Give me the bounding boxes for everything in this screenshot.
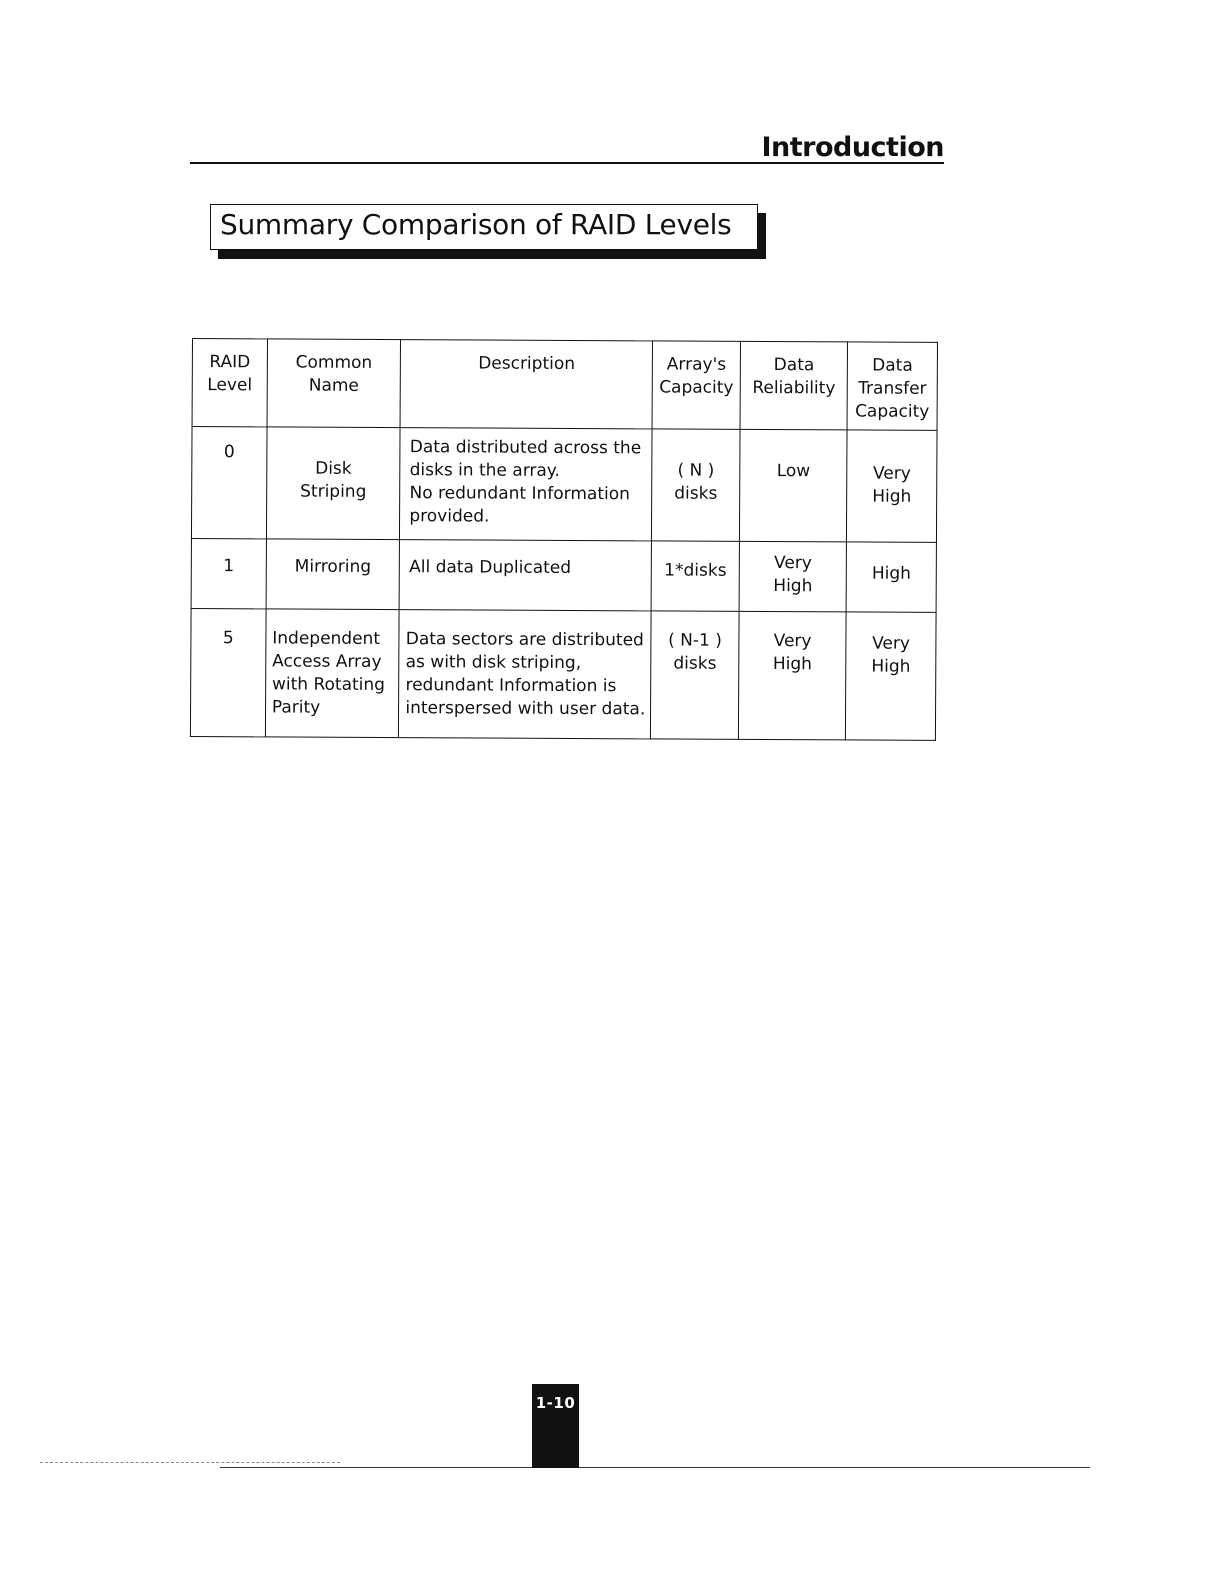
column-header-raid-level: RAID Level <box>192 339 267 427</box>
column-header-common-name: Common Name <box>267 339 401 428</box>
cell-data-transfer: High <box>846 542 936 612</box>
table-row <box>190 608 936 740</box>
cell-raid-level: 5 <box>190 608 266 736</box>
table-row <box>191 538 936 612</box>
cell-data-reliability: Very High <box>739 541 847 612</box>
cell-data-reliability: Very High <box>738 611 846 740</box>
column-header-arrays-capacity: Array's Capacity <box>652 341 740 429</box>
footer-rule <box>220 1467 1090 1468</box>
column-header-data-reliability: Data Reliability <box>740 341 848 430</box>
page-title: Summary Comparison of RAID Levels <box>210 204 758 250</box>
page-number-tab: 1-10 <box>532 1384 579 1468</box>
cell-arrays-capacity: 1*disks <box>651 541 739 611</box>
cell-data-transfer: Very High <box>847 430 937 542</box>
section-header: Introduction <box>761 132 944 163</box>
cell-data-reliability: Low <box>739 429 847 542</box>
table-row <box>191 427 937 543</box>
cell-raid-level: 0 <box>191 427 266 539</box>
cell-description: All data Duplicated <box>399 540 651 611</box>
cell-description: Data distributed across the disks in the array. No redundant Information provided. <box>400 428 652 541</box>
cell-common-name: Disk Striping <box>266 427 400 540</box>
cell-data-transfer: Very High <box>846 612 936 740</box>
cell-common-name: Mirroring <box>266 539 400 610</box>
column-header-data-transfer-capacity: Data Transfer Capacity <box>847 342 937 430</box>
column-header-description: Description <box>400 340 652 429</box>
footer-dashed-rule <box>40 1462 340 1463</box>
cell-arrays-capacity: ( N ) disks <box>652 429 740 541</box>
cell-description: Data sectors are distributed as with disk striping, redundant Information is interspersed with user data. <box>399 610 652 739</box>
cell-common-name: Independent Access Array with Rotating Parity <box>265 609 399 738</box>
cell-arrays-capacity: ( N-1 ) disks <box>651 611 740 739</box>
cell-raid-level: 1 <box>191 538 266 608</box>
raid-comparison-table <box>190 338 938 741</box>
table-header-row <box>192 339 937 431</box>
